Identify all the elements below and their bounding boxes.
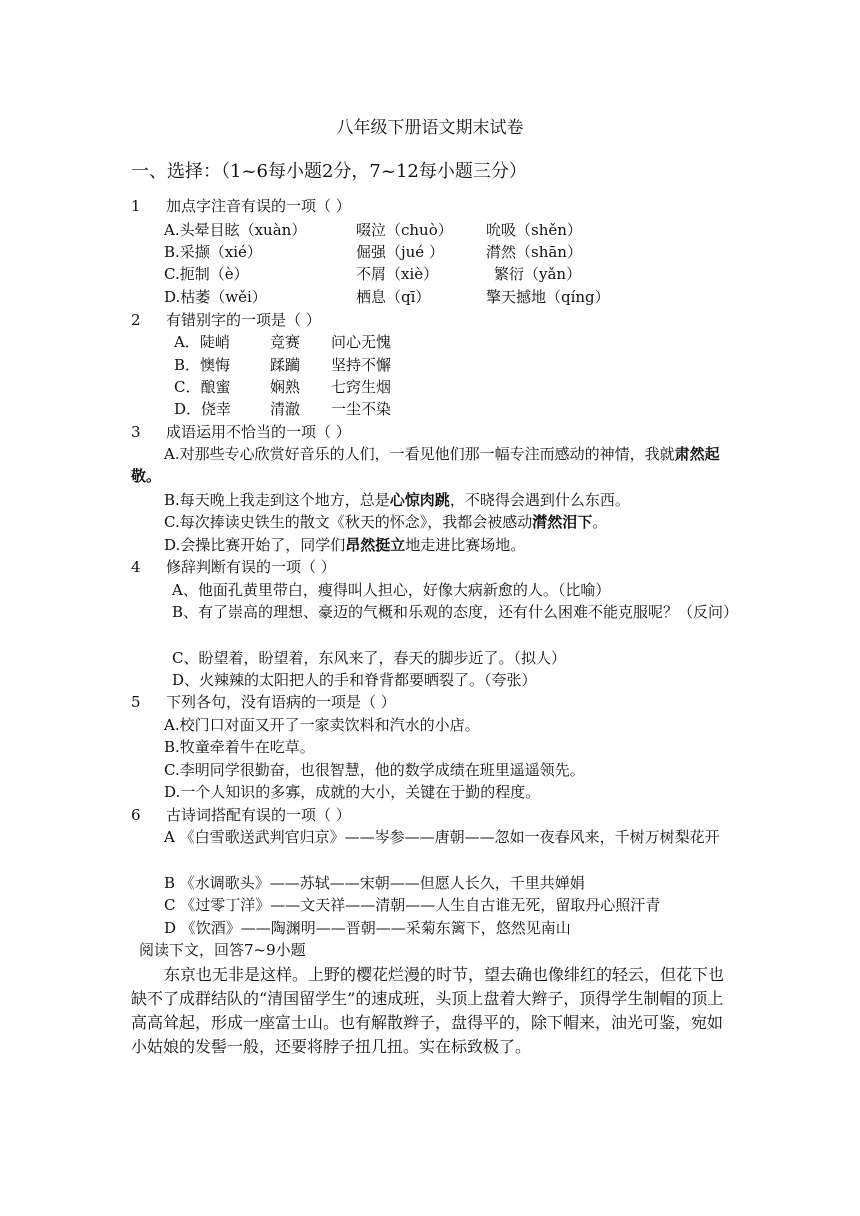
option-text: ，不晓得会遇到什么东西。: [449, 491, 630, 509]
option-cell: 潸然（shān）: [486, 243, 582, 261]
option-cell: 倔强（jué ）: [356, 243, 444, 261]
reading-passage: 东京也无非是这样。上野的樱花烂漫的时节，望去确也像绯红的轻云，但花下也缺不了成群结队的“清国留学生”的速成班，头顶上盘着大辫子，顶得学生制帽的顶上高高耸起，形成一座富士山。也有解散辫子，盘得平的，除下帽来，油光可鉴，宛如小姑娘的发髻一般，还要将脖子扭几扭。实在标致极了。: [131, 965, 725, 1056]
option-b: B.牧童牵着牛在吃草。: [164, 738, 315, 756]
question-stem: 有错别字的一项是（ ）: [166, 311, 321, 329]
question-number: 1: [131, 197, 141, 215]
option-text: 。: [592, 513, 608, 531]
option-cell: C．酿蜜: [174, 378, 231, 396]
option-cell: A．陡峭: [174, 333, 230, 351]
option-cell: C.扼制（è）: [164, 265, 249, 283]
option-cell: 蹂躏: [270, 356, 301, 374]
option-cell: 一尘不染: [331, 400, 392, 418]
option-d: D.一个人知识的多寡，成就的大小，关键在于勤的程度。: [164, 783, 541, 801]
question-number: 2: [131, 311, 141, 329]
option-cell: 不屑（xiè）: [356, 265, 439, 283]
section-heading: 一、选择：（1~6每小题2分，7~12每小题三分）: [131, 161, 527, 182]
option-c: C.李明同学很勤奋，也很智慧，他的数学成绩在班里遥遥领先。: [164, 761, 585, 779]
option-cell: 啜泣（chuò）: [356, 221, 453, 239]
option-d: D 《饮酒》——陶渊明——晋朝——采菊东篱下，悠然见南山: [164, 919, 571, 937]
option-cell: A.头晕目眩（xuàn）: [164, 221, 307, 239]
idiom-bold: 昂然挺立: [345, 536, 406, 554]
option-cell: 问心无愧: [331, 333, 392, 351]
option-text: C.每次捧读史铁生的散文《秋天的怀念》，我都会被感动: [164, 513, 533, 531]
option-cell: 坚持不懈: [331, 356, 392, 374]
idiom-bold: 肃然起敬。: [131, 445, 720, 485]
option-a: A、他面孔黄里带白，瘦得叫人担心，好像大病新愈的人。（比喻）: [172, 581, 611, 599]
option-a: A.校门口对面又开了一家卖饮料和汽水的小店。: [164, 716, 480, 734]
option-cell: 七窍生烟: [331, 378, 392, 396]
option-cell: B．懊悔: [174, 356, 231, 374]
question-number: 4: [131, 558, 141, 576]
option-d: [164, 534, 525, 556]
idiom-bold: 潸然泪下: [532, 513, 593, 531]
option-a: [131, 443, 731, 487]
option-c: [164, 511, 607, 533]
option-text: D.会操比赛开始了，同学们: [164, 536, 346, 554]
option-cell: D.枯萎（wěi）: [164, 288, 267, 306]
option-cell: 繁衍（yǎn）: [494, 265, 582, 283]
question-number: 5: [131, 693, 141, 711]
option-cell: D．侥幸: [174, 400, 232, 418]
option-cell: 栖息（qī）: [356, 288, 431, 306]
option-text: B.每天晚上我走到这个地方，总是: [164, 491, 390, 509]
option-text: 地走进比赛场地。: [405, 536, 526, 554]
option-cell: 娴熟: [270, 378, 301, 396]
question-stem: 下列各句，没有语病的一项是（ ）: [166, 693, 396, 711]
option-b: B、有了崇高的理想、豪迈的气概和乐观的态度，还有什么困难不能克服呢？（反问）: [172, 603, 739, 621]
question-stem: 加点字注音有误的一项（ ）: [166, 197, 351, 215]
option-c: C、盼望着，盼望着，东风来了，春天的脚步近了。（拟人）: [172, 649, 566, 667]
option-a: A 《白雪歌送武判官归京》——岑参——唐朝——忽如一夜春风来，千树万树梨花开: [164, 828, 720, 846]
option-cell: 吮吸（shěn）: [486, 221, 582, 239]
question-stem: 成语运用不恰当的一项（ ）: [166, 423, 351, 441]
option-text: A.对那些专心欣赏好音乐的人们，一看见他们那一幅专注而感动的神情，我就: [164, 445, 675, 463]
question-stem: 古诗词搭配有误的一项（ ）: [166, 806, 351, 824]
option-d: D、火辣辣的太阳把人的手和脊背都要晒裂了。（夸张）: [172, 671, 537, 689]
option-cell: 竞赛: [270, 333, 301, 351]
question-number: 3: [131, 423, 141, 441]
option-b: B 《水调歌头》——苏轼——宋朝——但愿人长久，千里共婵娟: [164, 874, 585, 892]
reading-intro: 阅读下文，回答7~9小题: [139, 941, 306, 959]
page-title: 八年级下册语文期末试卷: [336, 118, 524, 138]
option-c: C 《过零丁洋》——文天祥——清朝——人生自古谁无死，留取丹心照汗青: [164, 896, 661, 914]
question-number: 6: [131, 806, 141, 824]
question-stem: 修辞判断有误的一项（ ）: [166, 558, 336, 576]
option-cell: 擎天撼地（qíng）: [486, 288, 610, 306]
option-cell: 清澈: [270, 400, 301, 418]
option-b: [164, 489, 630, 511]
idiom-bold: 心惊肉跳: [389, 491, 450, 509]
option-cell: B.采撷（xié）: [164, 243, 262, 261]
